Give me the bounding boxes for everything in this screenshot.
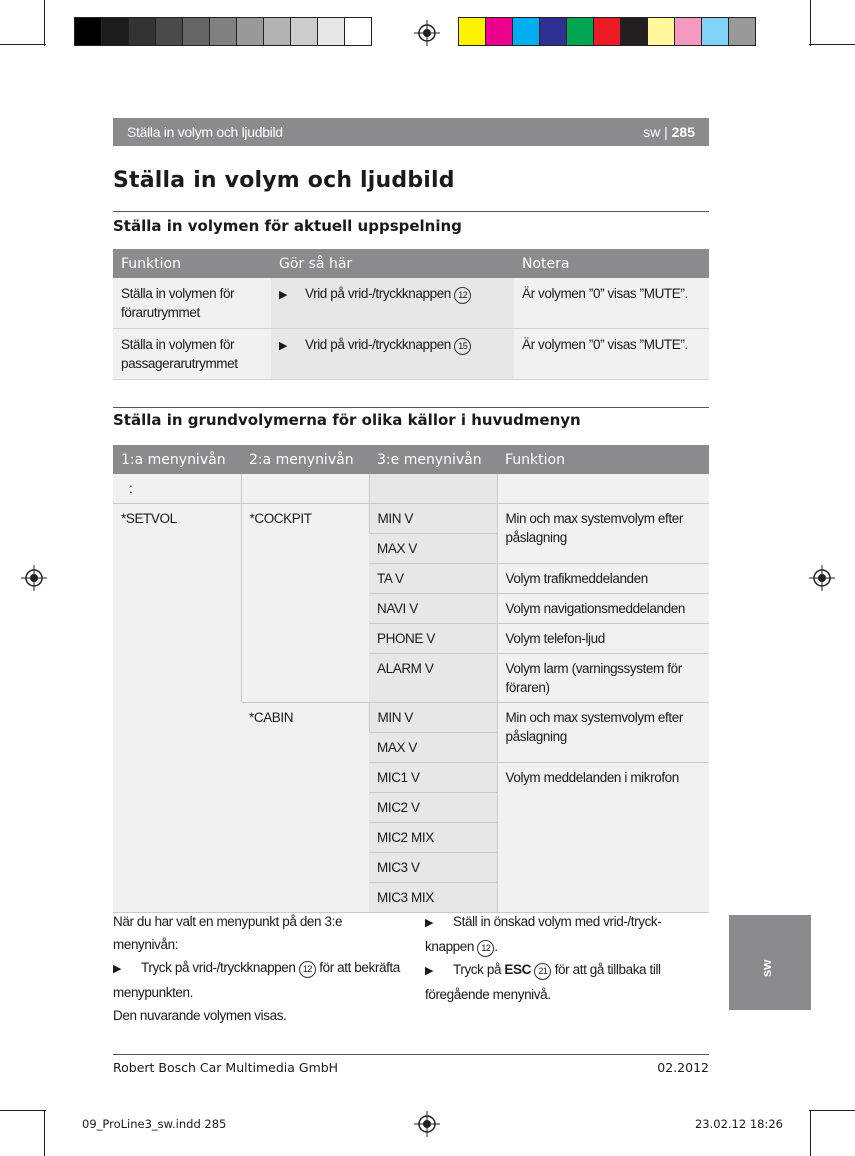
slug-timestamp: 23.02.12 18:26 <box>694 1117 783 1131</box>
color-swatch <box>263 17 291 46</box>
language-side-tab <box>729 915 811 1010</box>
level1-cell: *SETVOL <box>113 504 241 913</box>
level3-cell: MAX V <box>369 534 497 564</box>
level3-cell: MIN V <box>369 504 497 534</box>
esc-key-label: ESC <box>504 962 531 977</box>
level3-cell: MIC3 MIX <box>369 883 497 913</box>
level2-cell: *COCKPIT <box>241 504 369 703</box>
level2-cell: *CABIN <box>241 703 369 913</box>
level3-cell: MIC2 MIX <box>369 823 497 853</box>
empty-cell <box>369 474 497 504</box>
footer-company: Robert Bosch Car Multimedia GmbH <box>113 1060 339 1075</box>
color-swatch <box>539 17 567 46</box>
button-number: 12 <box>454 287 471 304</box>
table-row <box>113 329 709 380</box>
section-divider <box>113 211 709 212</box>
instruction-step <box>425 910 695 958</box>
crop-mark <box>44 1110 45 1156</box>
button-number: 12 <box>477 940 494 957</box>
color-swatch <box>647 17 675 46</box>
function-cell: Volym trafikmeddelanden <box>497 564 709 594</box>
color-swatch <box>128 17 156 46</box>
bullet-arrow-icon: ▶ <box>425 917 434 929</box>
registration-mark-icon <box>414 20 440 46</box>
column-header: Funktion <box>113 249 271 278</box>
volume-table <box>113 249 709 380</box>
table-header-row <box>113 445 709 474</box>
menu-volume-table <box>113 445 709 913</box>
level3-cell: MAX V <box>369 733 497 763</box>
step-text: Ställ in önskad volym med vrid-/tryck-knappen <box>425 914 662 954</box>
note-cell: Är volymen ”0” visas ”MUTE”. <box>514 278 709 329</box>
ellipsis-cell: : <box>113 474 241 504</box>
crop-mark <box>809 1110 855 1111</box>
color-swatch <box>674 17 702 46</box>
crop-mark <box>44 0 45 46</box>
color-swatch <box>620 17 648 46</box>
function-cell: Min och max systemvolym efter påslagning <box>497 504 709 564</box>
instruction-step <box>425 958 695 1006</box>
registration-mark-icon <box>21 565 47 591</box>
registration-mark-icon <box>414 1111 440 1137</box>
footer-date: 02.2012 <box>657 1060 709 1075</box>
color-swatch <box>182 17 210 46</box>
action-text: Vrid på vrid-/tryckknappen <box>305 286 451 301</box>
running-header <box>113 118 709 146</box>
function-cell: Volym telefon-ljud <box>497 624 709 654</box>
page-number: sw | 285 <box>643 124 695 140</box>
table-row <box>113 504 709 534</box>
color-swatch <box>101 17 129 46</box>
color-swatch <box>566 17 594 46</box>
intro-text: När du har valt en menypunkt på den 3:e menynivån: <box>113 914 343 952</box>
step-text: för att gå tillbaka till föregående menynivå. <box>425 962 661 1002</box>
instructions-left <box>113 910 403 1027</box>
grey-color-bar <box>74 17 371 46</box>
crop-mark <box>0 1110 46 1111</box>
bullet-arrow-icon: ▶ <box>279 340 288 352</box>
color-swatch <box>344 17 372 46</box>
level3-cell: ALARM V <box>369 654 497 703</box>
function-cell: Ställa in volymen för passagerarutrymmet <box>113 329 271 380</box>
bullet-arrow-icon: ▶ <box>425 965 434 977</box>
color-swatch <box>290 17 318 46</box>
function-cell: Ställa in volymen för förarutrymmet <box>113 278 271 329</box>
column-header: Funktion <box>497 445 709 474</box>
column-header: 2:a menynivån <box>241 445 369 474</box>
color-swatch <box>593 17 621 46</box>
table-row <box>113 278 709 329</box>
process-color-bar <box>458 17 755 46</box>
color-swatch <box>728 17 756 46</box>
step-text: . <box>494 939 498 954</box>
table-row <box>113 474 709 504</box>
column-header: Notera <box>514 249 709 278</box>
step-text: Tryck på vrid-/tryckknappen <box>141 960 296 975</box>
color-swatch <box>155 17 183 46</box>
level3-cell: TA V <box>369 564 497 594</box>
color-swatch <box>512 17 540 46</box>
button-number: 12 <box>299 961 316 978</box>
instruction-step <box>113 956 403 1004</box>
action-text: Vrid på vrid-/tryckknappen <box>305 337 451 352</box>
action-cell <box>271 278 514 329</box>
level3-cell: NAVI V <box>369 594 497 624</box>
step-text: Tryck på <box>453 962 502 977</box>
running-header-title: Ställa in volym och ljudbild <box>127 124 283 140</box>
color-swatch <box>485 17 513 46</box>
page-number-value: 285 <box>671 124 695 140</box>
level3-cell: MIN V <box>369 703 497 733</box>
column-header: 3:e menynivån <box>369 445 497 474</box>
button-number: 21 <box>534 963 551 980</box>
level3-cell: MIC2 V <box>369 793 497 823</box>
bullet-arrow-icon: ▶ <box>113 963 122 975</box>
language-tab-label: sw <box>759 959 774 977</box>
bullet-arrow-icon: ▶ <box>279 289 288 301</box>
color-swatch <box>236 17 264 46</box>
button-number: 15 <box>454 338 471 355</box>
crop-mark <box>809 44 855 45</box>
result-text: Den nuvarande volymen visas. <box>113 1008 287 1023</box>
crop-mark <box>810 1110 811 1156</box>
language-code: sw <box>643 124 661 140</box>
registration-mark-icon <box>809 565 835 591</box>
empty-cell <box>497 474 709 504</box>
color-swatch <box>74 17 102 46</box>
page-title: Ställa in volym och ljudbild <box>113 168 455 193</box>
section-heading: Ställa in volymen för aktuell uppspelning <box>113 217 462 235</box>
color-swatch <box>209 17 237 46</box>
section-heading: Ställa in grundvolymerna för olika källor i huvudmenyn <box>113 411 581 429</box>
crop-mark <box>0 44 46 45</box>
crop-mark <box>810 0 811 46</box>
step-text: för att bekräfta menypunkten. <box>113 960 400 1000</box>
column-header: Gör så här <box>271 249 514 278</box>
level3-cell: MIC3 V <box>369 853 497 883</box>
level3-cell: PHONE V <box>369 624 497 654</box>
function-cell: Volym larm (varningssystem för föraren) <box>497 654 709 703</box>
color-swatch <box>317 17 345 46</box>
empty-cell <box>241 474 369 504</box>
slug-filename: 09_ProLine3_sw.indd 285 <box>82 1117 227 1131</box>
function-cell: Volym navigationsmeddelanden <box>497 594 709 624</box>
color-swatch <box>458 17 486 46</box>
function-cell: Min och max systemvolym efter påslagning <box>497 703 709 763</box>
color-swatch <box>701 17 729 46</box>
function-cell: Volym meddelanden i mikrofon <box>497 763 709 913</box>
column-header: 1:a menynivån <box>113 445 241 474</box>
level3-cell: MIC1 V <box>369 763 497 793</box>
footer-divider <box>113 1054 709 1055</box>
note-cell: Är volymen ”0” visas ”MUTE”. <box>514 329 709 380</box>
section-divider <box>113 407 709 408</box>
action-cell <box>271 329 514 380</box>
instructions-right <box>425 910 695 1006</box>
table-header-row <box>113 249 709 278</box>
